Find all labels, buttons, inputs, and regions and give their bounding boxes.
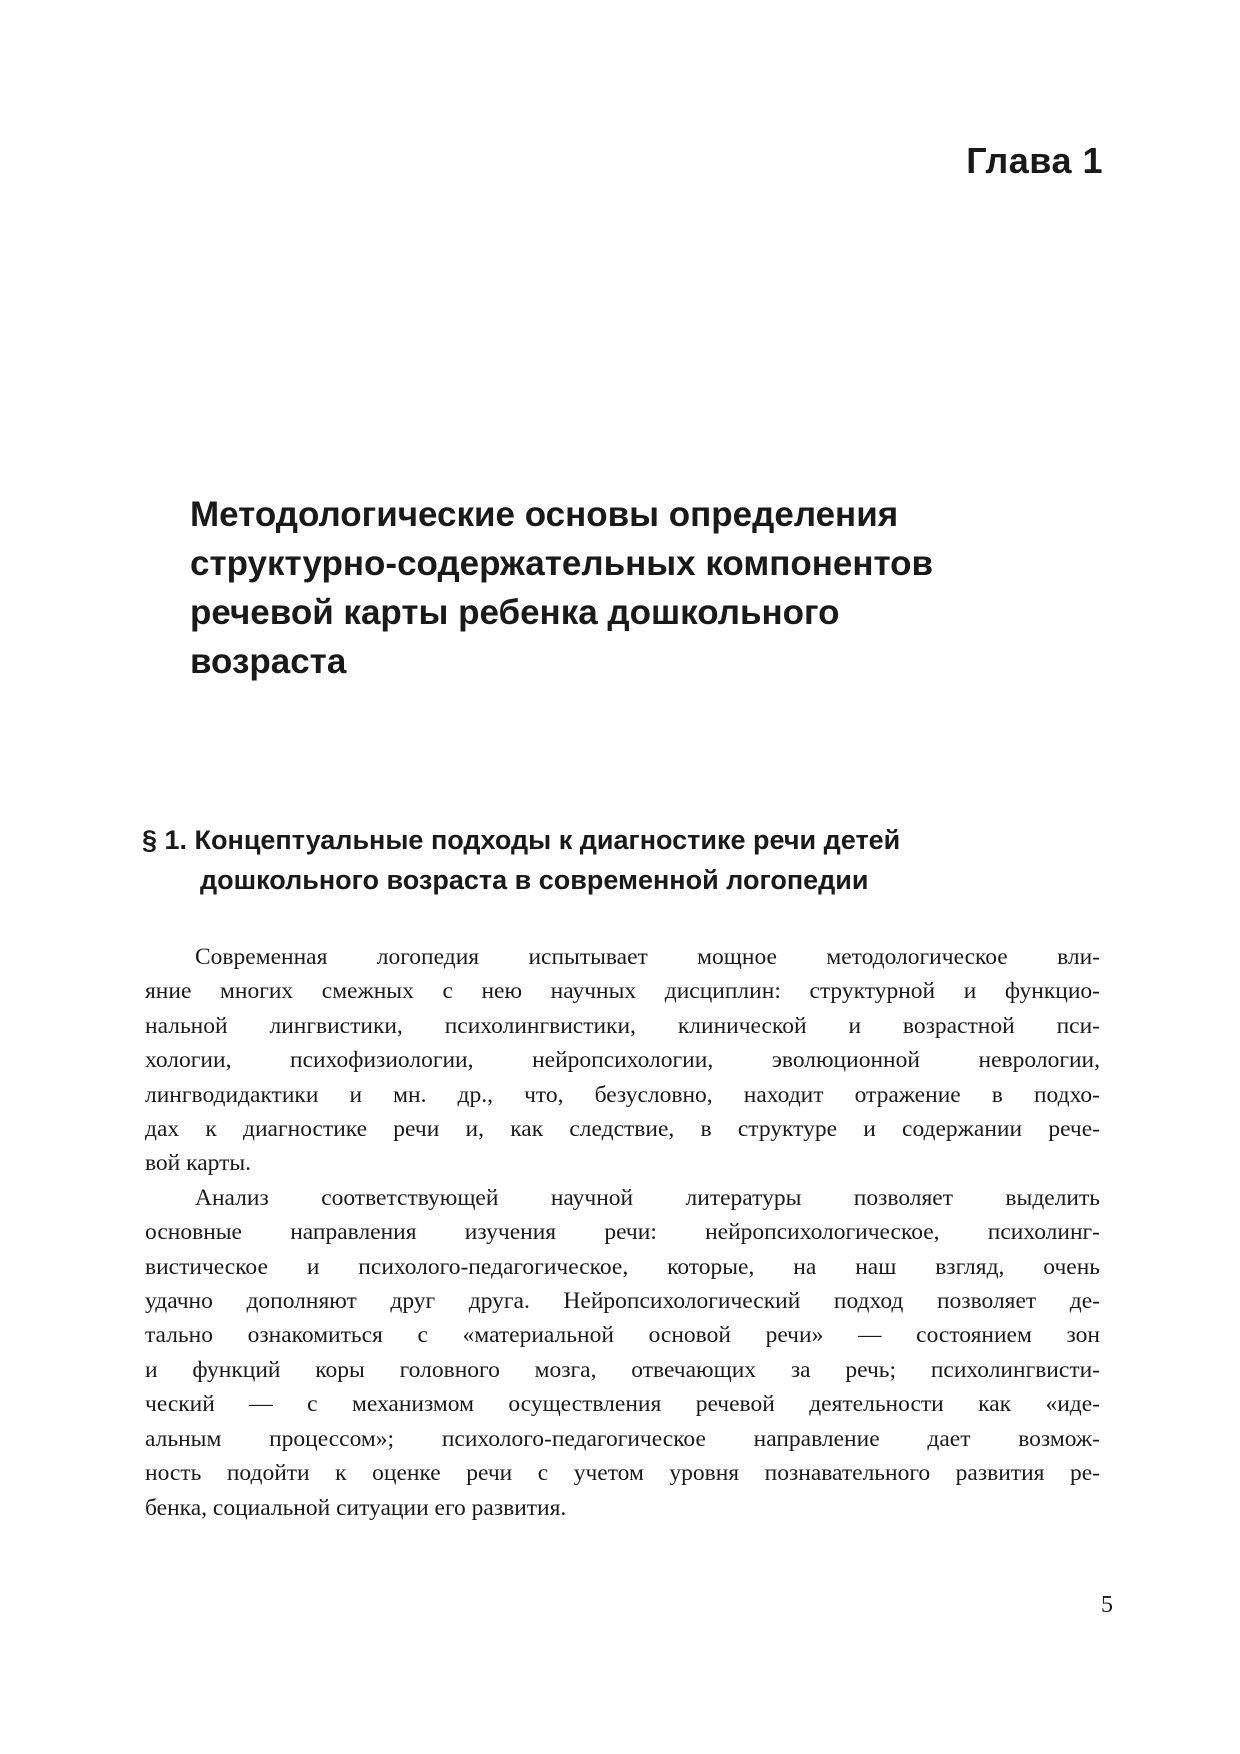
chapter-title-line: Методологические основы определения xyxy=(190,495,899,534)
body-line: нальной лингвистики, психолингвистики, клинической и возрастной пси- xyxy=(145,1012,1100,1039)
body-line: основные направления изучения речи: нейропсихологическое, психолинг- xyxy=(145,1219,1100,1246)
chapter-title-line: структурно-содержательных компонентов xyxy=(190,544,934,583)
chapter-title-line: речевой карты ребенка дошкольного xyxy=(190,593,840,632)
chapter-title xyxy=(190,490,1090,686)
section-heading-line: § 1. Концептуальные подходы к диагностике речи детей xyxy=(142,825,901,855)
page-number: 5 xyxy=(1101,1592,1113,1618)
body-line: вистическое и психолого-педагогическое, которые, на наш взгляд, очень xyxy=(145,1253,1100,1280)
body-line: Анализ соответствующей научной литературы позволяет выделить xyxy=(195,1184,1100,1211)
chapter-title-line: возраста xyxy=(190,642,347,681)
body-line: яние многих смежных с нею научных дисциплин: структурной и функцио- xyxy=(145,978,1100,1005)
body-line: дах к диагностике речи и, как следствие, в структуре и содержании рече- xyxy=(145,1116,1100,1143)
section-heading xyxy=(142,820,1102,900)
body-line: Современная логопедия испытывает мощное методологическое вли- xyxy=(195,944,1100,970)
body-line: бенка, социальной ситуации его развития. xyxy=(145,1494,567,1521)
section-heading-line: дошкольного возраста в современной логопедии xyxy=(200,865,869,895)
body-line: ность подойти к оценке речи с учетом уровня познавательного развития ре- xyxy=(145,1460,1100,1487)
body-line: ческий — с механизмом осуществления речевой деятельности как «иде- xyxy=(145,1391,1100,1418)
body-line: лингводидактики и мн. др., что, безусловно, находит отражение в подхо- xyxy=(145,1081,1100,1108)
body-line: тально ознакомиться с «материальной основой речи» — состоянием зон xyxy=(145,1322,1100,1349)
body-line: вой карты. xyxy=(145,1150,252,1177)
body-line: удачно дополняют друг друга. Нейропсихологический подход позволяет де- xyxy=(145,1288,1100,1315)
body-text xyxy=(145,940,1100,1525)
body-line: и функций коры головного мозга, отвечающих за речь; психолингвисти- xyxy=(145,1356,1100,1383)
body-line: хологии, психофизиологии, нейропсихологии, эволюционной неврологии, xyxy=(145,1047,1100,1074)
chapter-label: Глава 1 xyxy=(966,140,1103,181)
body-line: альным процессом»; психолого-педагогическое направление дает возмож- xyxy=(145,1425,1100,1452)
